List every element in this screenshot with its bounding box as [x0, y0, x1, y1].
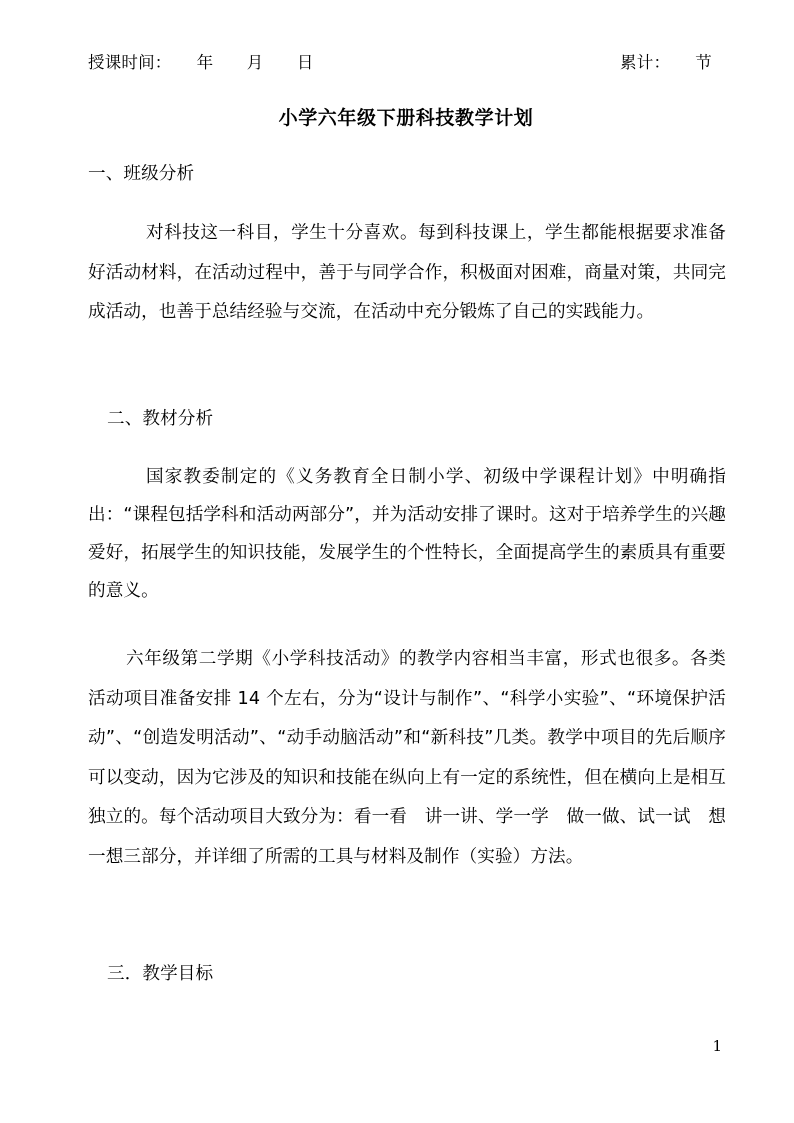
lesson-time-field: 授课时间： 年 月 日	[88, 53, 314, 72]
cumulative-periods-field: 累计： 节	[620, 53, 712, 72]
section-heading-teaching-goals: 三．教学目标	[107, 964, 214, 984]
document-title: 小学六年级下册科技教学计划	[278, 107, 534, 129]
section-heading-class-analysis: 一、班级分析	[88, 164, 195, 184]
document-header-line	[88, 52, 714, 74]
paragraph-class-analysis: 对科技这一科目，学生十分喜欢。每到科技课上，学生都能根据要求准备好活动材料，在活动过程中，善于与同学合作，积极面对困难，商量对策，共同完成活动，也善于总结经验与交流，在活动中充分锻炼了自己的实践能力。	[88, 223, 726, 322]
section-heading-material-analysis: 二、教材分析	[107, 409, 214, 429]
paragraph-textbook-content: 六年级第二学期《小学科技活动》的教学内容相当丰富，形式也很多。各类活动项目准备安排 14 个左右，分为“设计与制作”、“科学小实验”、“环境保护活动”、“创造发明活动”、“动手动脑活动”和“新科技”几类。教学中项目的先后顺序可以变动，因为它涉及的知识和技能在纵向上有一定的系统性，但在横向上是相互独立的。每个活动项目大致分为：看一看 讲一讲、学一学 做一做、试一试 想一想三部分，并详细了所需的工具与材料及制作（实验）方法。	[88, 649, 726, 867]
paragraph-material-analysis: 国家教委制定的《义务教育全日制小学、初级中学课程计划》中明确指出：“课程包括学科和活动两部分”，并为活动安排了课时。这对于培养学生的兴趣爱好，拓展学生的知识技能，发展学生的个性特长，全面提高学生的素质具有重要的意义。	[88, 467, 726, 601]
page-number: 1	[712, 1037, 722, 1055]
